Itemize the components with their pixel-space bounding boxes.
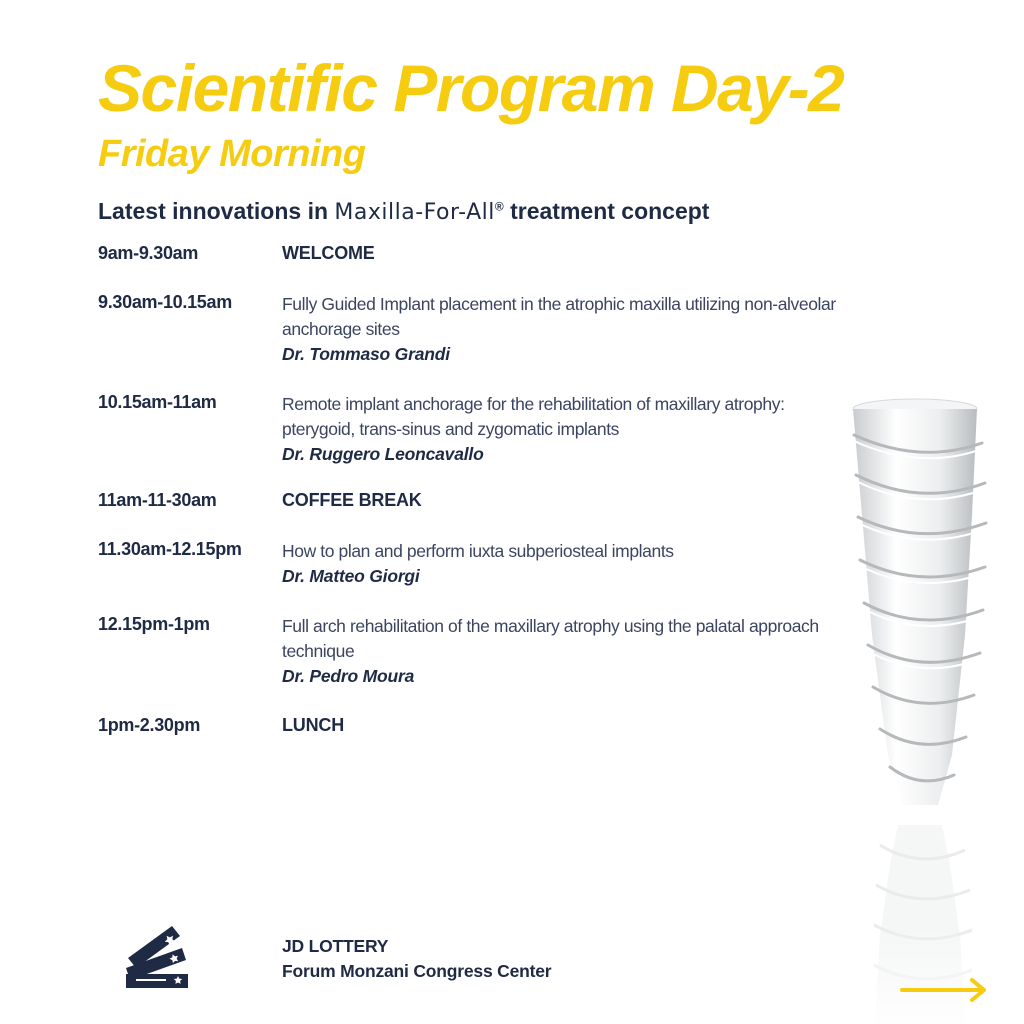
row-content: [282, 539, 902, 589]
row-content: [282, 292, 902, 367]
row-content: [282, 715, 902, 736]
row-content: [282, 392, 902, 467]
event-label: LUNCH: [282, 715, 344, 735]
event-label: WELCOME: [282, 243, 375, 263]
talk-title-line: anchorage sites: [282, 319, 400, 339]
talk-title-line: pterygoid, trans-sinus and zygomatic implants: [282, 419, 620, 439]
talk-title-line: How to plan and perform iuxta subperiosteal implants: [282, 541, 674, 561]
row-content: [282, 490, 902, 511]
brand-name: Maxilla-For-All: [334, 200, 495, 225]
tickets-icon: [122, 918, 196, 990]
section-prefix: Latest innovations in: [98, 198, 335, 224]
speaker-name: Dr. Ruggero Leoncavallo: [282, 444, 484, 464]
row-content: [282, 243, 902, 264]
time-slot: 11.30am-12.15pm: [98, 539, 242, 559]
talk-title-line: technique: [282, 641, 355, 661]
time-slot: 10.15am-11am: [98, 392, 217, 412]
page-subtitle: Friday Morning: [98, 133, 366, 175]
page-title: Scientific Program Day-2: [98, 51, 844, 125]
row-content: [282, 614, 902, 689]
dental-implant-illustration: [840, 395, 1020, 1024]
time-slot: 12.15pm-1pm: [98, 614, 210, 634]
talk-title-line: Full arch rehabilitation of the maxillary atrophy using the palatal approach: [282, 616, 819, 636]
time-slot: 1pm-2.30pm: [98, 715, 201, 735]
event-label: COFFEE BREAK: [282, 490, 422, 510]
time-slot: 9am-9.30am: [98, 243, 199, 263]
section-heading: [98, 198, 709, 225]
speaker-name: Dr. Tommaso Grandi: [282, 344, 450, 364]
talk-title-line: Fully Guided Implant placement in the atrophic maxilla utilizing non-alveolar: [282, 294, 836, 314]
venue-name: Forum Monzani Congress Center: [282, 961, 552, 981]
footer-venue: [282, 934, 551, 984]
time-slot: 9.30am-10.15am: [98, 292, 232, 312]
registered-mark: ®: [494, 199, 504, 214]
section-suffix: treatment concept: [503, 198, 710, 224]
speaker-name: Dr. Matteo Giorgi: [282, 566, 420, 586]
talk-title-line: Remote implant anchorage for the rehabilitation of maxillary atrophy:: [282, 394, 785, 414]
arrow-right-icon[interactable]: [900, 976, 990, 1004]
time-slot: 11am-11-30am: [98, 490, 217, 510]
speaker-name: Dr. Pedro Moura: [282, 666, 415, 686]
organizer-name: JD LOTTERY: [282, 936, 389, 956]
